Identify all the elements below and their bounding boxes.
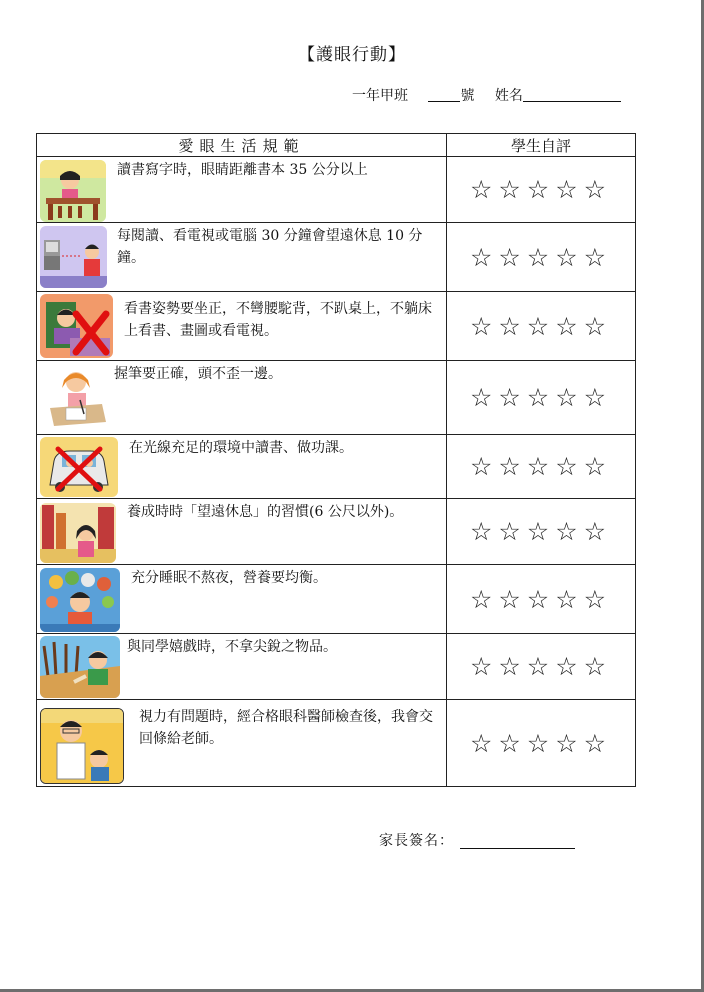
table-row bbox=[37, 292, 636, 361]
rule-text: 讀書寫字時，眼睛距離書本 35 公分以上 bbox=[117, 162, 368, 178]
table-row bbox=[37, 361, 636, 435]
children-playing-icon bbox=[40, 636, 120, 698]
self-eval-stars[interactable]: ☆☆☆☆☆ bbox=[447, 157, 636, 223]
class-info-line bbox=[352, 85, 621, 105]
page-title: 【護眼行動】 bbox=[298, 45, 406, 65]
table-row bbox=[37, 499, 636, 565]
eye-care-rules-table bbox=[36, 133, 636, 787]
rule-text: 看書姿勢要坐正，不彎腰駝背，不趴桌上，不躺床上看書、畫圖或看電視。 bbox=[124, 301, 432, 339]
self-eval-stars[interactable]: ☆☆☆☆☆ bbox=[447, 223, 636, 292]
bad-posture-crossed-icon bbox=[40, 294, 113, 358]
rule-text: 養成時時「望遠休息」的習慣(6 公尺以外)。 bbox=[127, 504, 404, 520]
self-eval-stars[interactable]: ☆☆☆☆☆ bbox=[447, 565, 636, 634]
parent-sign-label: 家長簽名： bbox=[379, 833, 454, 849]
child-reading-at-desk-icon bbox=[40, 160, 106, 222]
table-row bbox=[37, 565, 636, 634]
parent-signature-line bbox=[379, 830, 575, 850]
self-eval-stars[interactable]: ☆☆☆☆☆ bbox=[447, 361, 636, 435]
header-rules: 愛眼生活規範 bbox=[37, 134, 447, 157]
self-eval-stars[interactable]: ☆☆☆☆☆ bbox=[447, 634, 636, 700]
table-row bbox=[37, 435, 636, 499]
child-watching-tv-icon bbox=[40, 226, 107, 288]
table-row bbox=[37, 157, 636, 223]
name-blank[interactable] bbox=[523, 87, 621, 102]
girl-writing-icon bbox=[40, 364, 110, 430]
self-eval-stars[interactable]: ☆☆☆☆☆ bbox=[447, 292, 636, 361]
self-eval-stars[interactable]: ☆☆☆☆☆ bbox=[447, 700, 636, 787]
table-row bbox=[37, 223, 636, 292]
table-header-row bbox=[37, 134, 636, 157]
rule-text: 每閱讀、看電視或電腦 30 分鐘會望遠休息 10 分鐘。 bbox=[117, 228, 423, 266]
table-row bbox=[37, 634, 636, 700]
table-row bbox=[37, 700, 636, 787]
rule-text: 握筆要正確，頭不歪一邊。 bbox=[114, 366, 282, 382]
header-self-eval: 學生自評 bbox=[447, 134, 636, 157]
number-label: 號 bbox=[460, 88, 475, 104]
healthy-food-sleep-icon bbox=[40, 568, 120, 632]
class-name: 一年甲班 bbox=[352, 88, 408, 104]
self-eval-stars[interactable]: ☆☆☆☆☆ bbox=[447, 499, 636, 565]
rule-text: 與同學嬉戲時，不拿尖銳之物品。 bbox=[127, 639, 337, 655]
eye-doctor-icon bbox=[40, 708, 124, 784]
girl-looking-far-icon bbox=[40, 503, 116, 563]
dim-light-crossed-icon bbox=[40, 437, 118, 497]
rule-text: 視力有問題時，經合格眼科醫師檢查後，我會交回條給老師。 bbox=[139, 709, 433, 747]
self-eval-stars[interactable]: ☆☆☆☆☆ bbox=[447, 435, 636, 499]
parent-sign-blank[interactable] bbox=[460, 834, 575, 849]
name-label: 姓名 bbox=[494, 88, 523, 104]
rule-text: 在光線充足的環境中讀書、做功課。 bbox=[129, 440, 353, 456]
number-blank[interactable] bbox=[428, 87, 460, 102]
rule-text: 充分睡眠不熬夜，營養要均衡。 bbox=[131, 570, 327, 586]
